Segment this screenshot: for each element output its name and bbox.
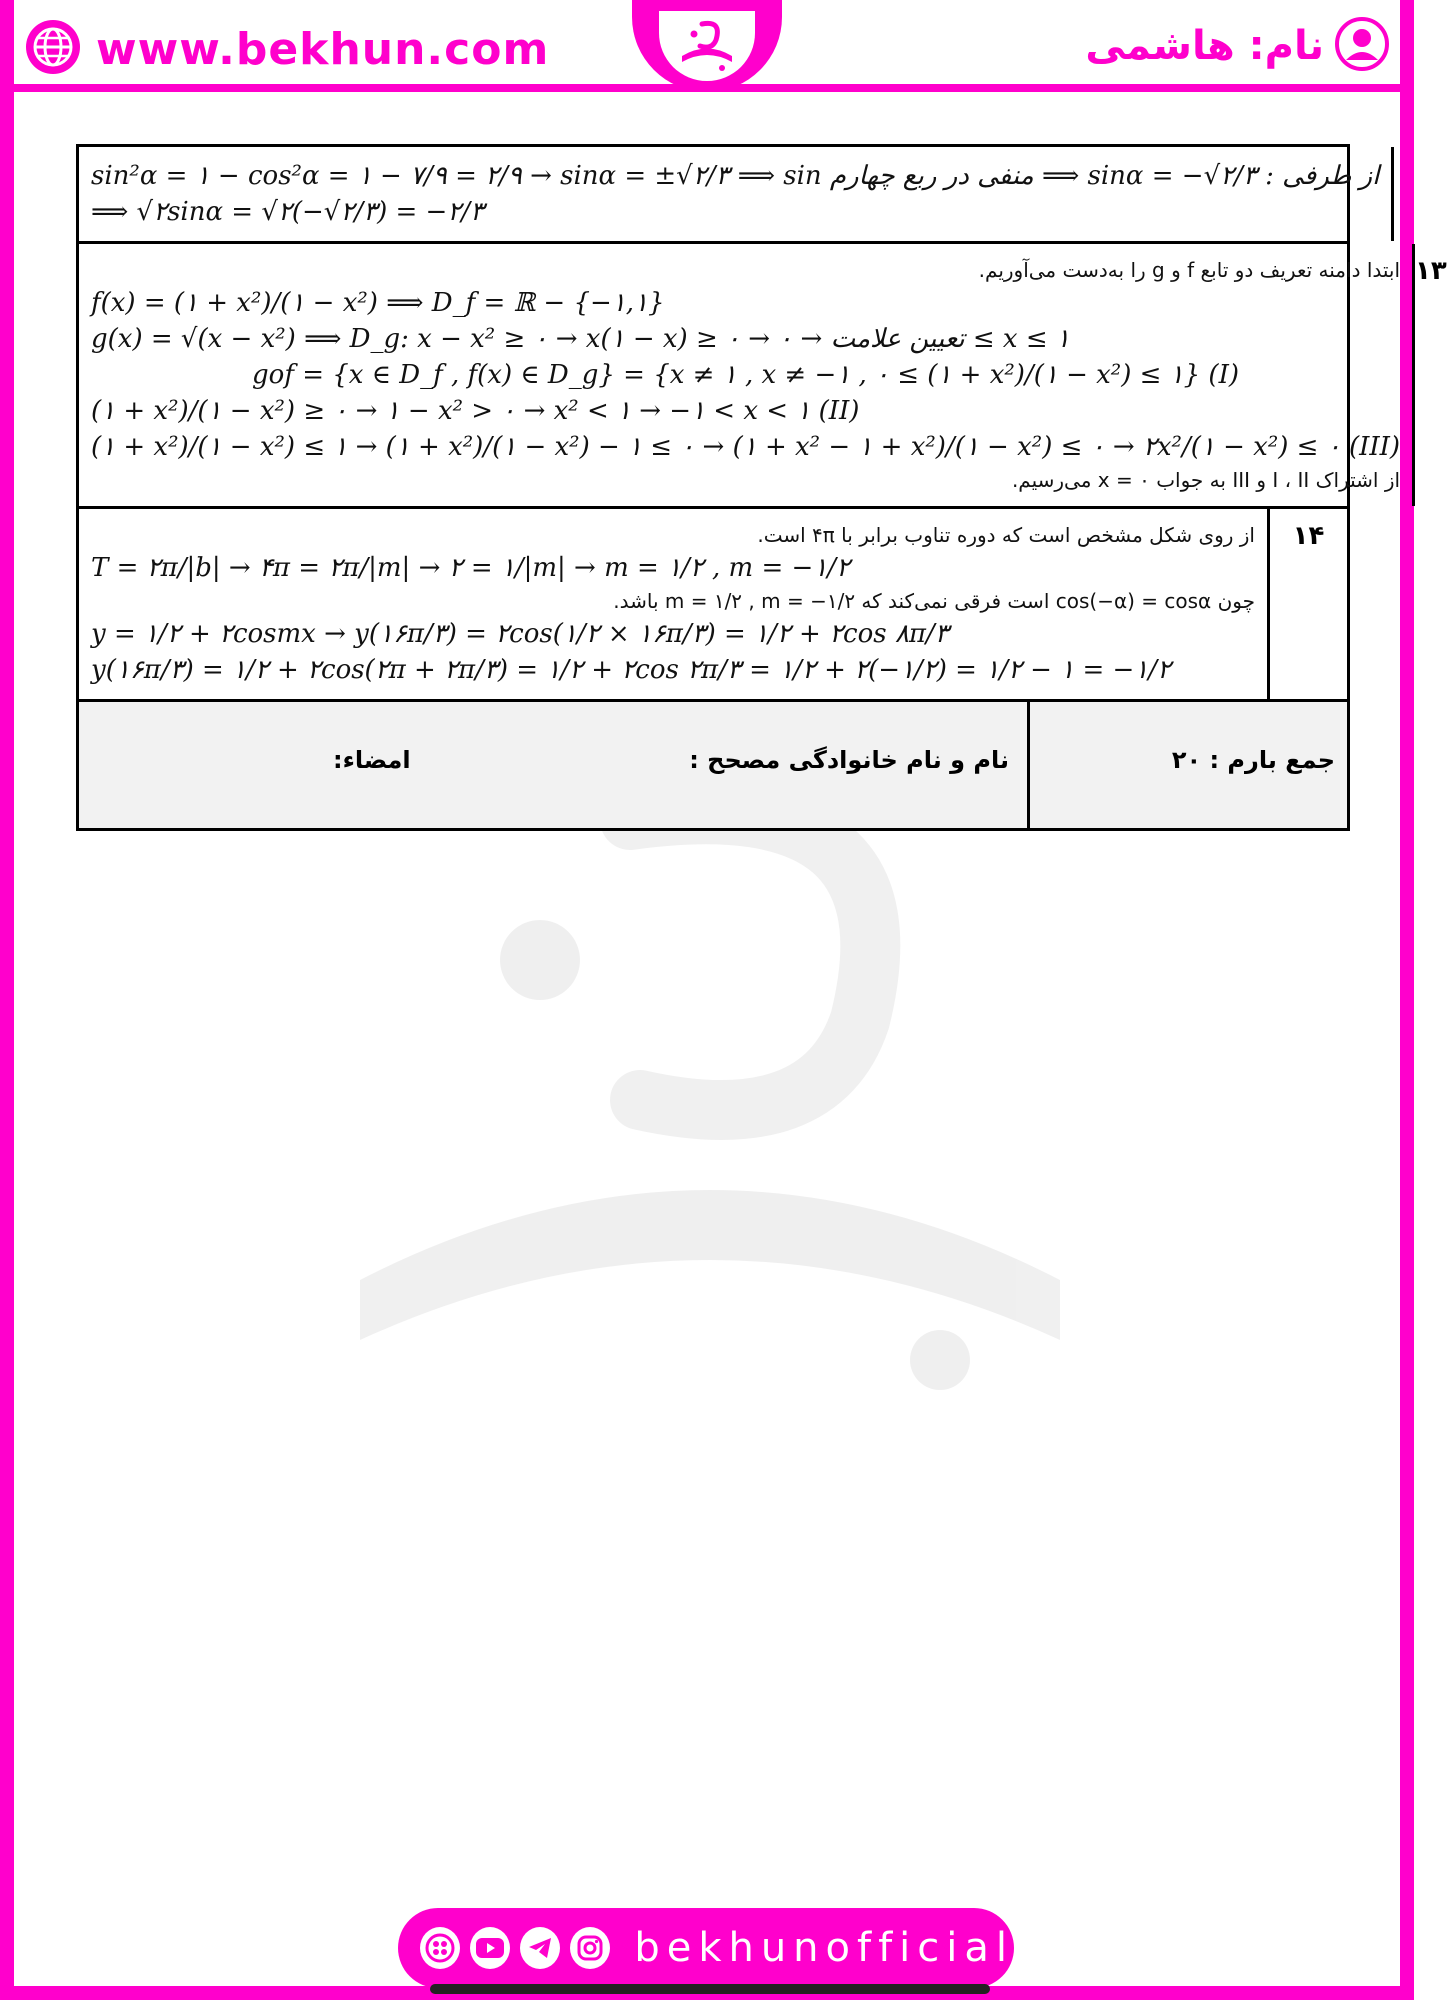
logo-inner — [659, 11, 755, 81]
table-row — [79, 147, 1380, 244]
equation-line: y(۱۶π/۳) = ۱/۲ + ۲cos(۲π + ۲π/۳) = ۱/۲ + ۲cos ۲π/۳ = ۱/۲ + ۲(−۱/۲) = ۱/۲ − ۱ = −۱/۲ — [91, 655, 1171, 685]
watermark-logo — [300, 760, 1120, 1400]
row-content — [79, 244, 1412, 506]
globe-icon — [24, 18, 82, 80]
equation-line: y = ۱/۲ + ۲cosmx → y(۱۶π/۳) = ۲cos(۱/۲ × ۱۶π/۳) = ۱/۲ + ۲cos ۸π/۳ — [91, 619, 949, 649]
question-number — [1391, 147, 1394, 241]
equation-line: ⟹ √۲sinα = √۲(−√۲/۳) = −۲/۳ — [91, 197, 484, 227]
equation-line: (۱ + x²)/(۱ − x²) ≥ ۰ → ۱ − x² > ۰ → x² < ۱ → −۱ < x < ۱ (II) — [91, 396, 860, 426]
website-text: www.bekhun.com — [96, 23, 550, 75]
text-line: از روی شکل مشخص است که دوره تناوب برابر با ۴π است. — [757, 523, 1255, 547]
question-number: ۱۴ — [1267, 509, 1347, 699]
answer-table — [76, 144, 1447, 831]
youtube-icon[interactable] — [470, 1927, 510, 1969]
student-name — [1085, 16, 1390, 76]
total-score: جمع بارم : ۲۰ — [1027, 702, 1347, 828]
corrector-cell — [79, 702, 1027, 828]
telegram-icon[interactable] — [520, 1927, 560, 1969]
instagram-icon[interactable] — [570, 1927, 610, 1969]
text-line: چون cos(−α) = cosα است فرقی نمی‌کند که m = ۱/۲ , m = −۱/۲ باشد. — [613, 589, 1255, 613]
row-content — [79, 509, 1267, 699]
social-handle: bekhunofficial — [634, 1925, 1015, 1971]
equation-line: (۱ + x²)/(۱ − x²) ≤ ۱ → (۱ + x²)/(۱ − x²) − ۱ ≤ ۰ → (۱ + x² − ۱ + x²)/(۱ − x²) ≤ ۰ → ۲x²/(۱ − x²) ≤ ۰ (III) — [91, 432, 1401, 462]
text-line: از اشتراک I ، II و III به جواب x = ۰ می‌رسیم. — [1011, 468, 1401, 492]
bottom-shadow — [430, 1984, 990, 1994]
aparat-icon[interactable] — [420, 1927, 460, 1969]
social-bar[interactable] — [398, 1908, 1014, 1988]
question-number: ۱۳ — [1412, 244, 1447, 506]
equation-line: f(x) = (۱ + x²)/(۱ − x²) ⟹ D_f = ℝ − {−۱,۱} — [91, 288, 665, 318]
website-link[interactable] — [24, 18, 549, 80]
table-row — [79, 509, 1347, 702]
book-logo-icon — [672, 16, 742, 76]
row-content — [79, 147, 1391, 241]
table-row — [79, 244, 1447, 509]
equation-line: sin²α = ۱ − cos²α = ۱ − ۷/۹ = ۲/۹ → sinα = ±√۲/۳ ⟹ sin منفی در ربع چهارم ⟹ sinα = −√۲/۳ : از طرفی — [91, 161, 1380, 191]
score-footer-row — [79, 702, 1347, 828]
name-label: نام: هاشمی — [1085, 23, 1324, 69]
text-line: ابتدا دامنه تعریف دو تابع f و g را به‌دست می‌آوریم. — [978, 258, 1401, 282]
signature-label: امضاء: — [333, 746, 411, 774]
equation-line: g(x) = √(x − x²) ⟹ D_g: x − x² ≥ ۰ → x(۱ − x) ≥ ۰ → تعیین علامت → ۰ ≤ x ≤ ۱ — [91, 324, 1070, 354]
corrector-label: نام و نام خانوادگی مصحح : — [689, 746, 1009, 774]
equation-line: T = ۲π/|b| → ۴π = ۲π/|m| → ۲ = ۱/|m| → m = ۱/۲ , m = −۱/۲ — [91, 553, 851, 583]
user-icon — [1334, 16, 1390, 76]
equation-line: gof = {x ∈ D_f , f(x) ∈ D_g} = {x ≠ ۱ , x ≠ −۱ , ۰ ≤ (۱ + x²)/(۱ − x²) ≤ ۱} (I) — [252, 360, 1239, 390]
